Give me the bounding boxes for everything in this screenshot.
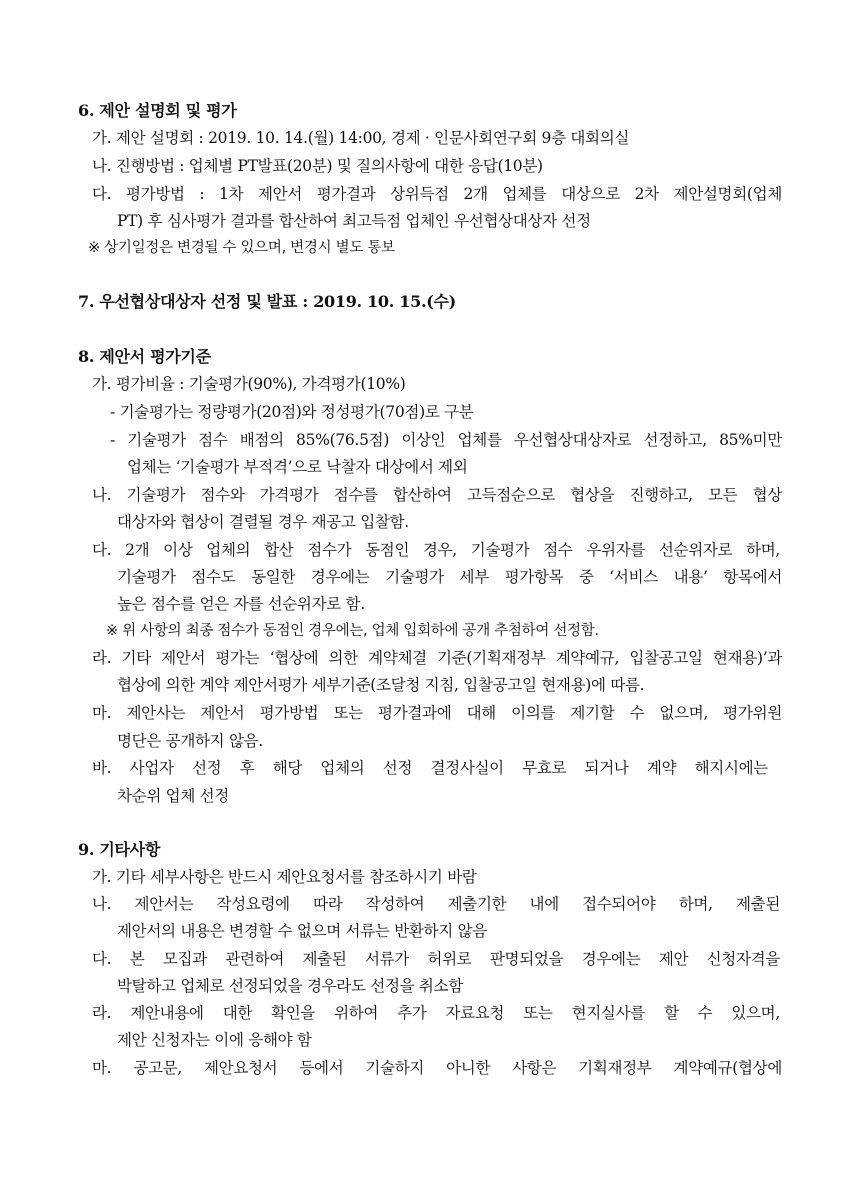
section-8-title: 8. 제안서 평가기준 bbox=[78, 347, 211, 366]
section-8-line: 바. 사업자 선정 후 해당 업체의 선정 결정사실이 무효로 되거나 계약 해지시에는 bbox=[92, 759, 768, 777]
section-8-line: 기술평가 점수도 동일한 경우에는 기술평가 세부 평가항목 중 ‘서비스 내용’ 항목에서 bbox=[117, 568, 782, 586]
section-9-line: 제안 신청자는 이에 응해야 함 bbox=[117, 1031, 312, 1049]
section-8-line: - 기술평가 점수 배점의 85%(76.5점) 이상인 업체를 우선협상대상자로 선정하고, 85%미만 bbox=[110, 431, 782, 449]
section-8-line: 차순위 업체 선정 bbox=[117, 787, 229, 805]
section-8-line: 라. 기타 제안서 평가는 ‘협상에 의한 계약체결 기준(기획재정부 계약예규, 입찰공고일 현재용)’과 bbox=[92, 649, 782, 667]
section-8-line: 다. 2개 이상 업체의 합산 점수가 동점인 경우, 기술평가 점수 우위자를 선순위자로 하며, bbox=[92, 541, 780, 559]
section-6-item-na: 나. 진행방법 : 업체별 PT발표(20분) 및 질의사항에 대한 응답(10분) bbox=[92, 157, 543, 175]
section-8-line: 가. 평가비율 : 기술평가(90%), 가격평가(10%) bbox=[92, 375, 406, 393]
section-9-line: 라. 제안내용에 대한 확인을 위하여 추가 자료요청 또는 현지실사를 할 수 있으며, bbox=[92, 1004, 780, 1022]
section-9-line: 다. 본 모집과 관련하여 제출된 서류가 허위로 판명되었을 경우에는 제안 신청자격을 bbox=[92, 950, 780, 968]
section-8-note: ※ 위 사항의 최종 점수가 동점인 경우에는, 업체 입회하에 공개 추첨하여 선정함. bbox=[106, 623, 599, 639]
section-8-line: 업체는 ‘기술평가 부적격’으로 낙찰자 대상에서 제외 bbox=[127, 458, 468, 476]
section-7-title: 7. 우선협상대상자 선정 및 발표 : 2019. 10. 15.(수) bbox=[78, 292, 456, 311]
section-8-line: 나. 기술평가 점수와 가격평가 점수를 합산하여 고득점순으로 협상을 진행하고, 모든 협상 bbox=[92, 486, 782, 504]
section-8-line: - 기술평가는 정량평가(20점)와 정성평가(70점)로 구분 bbox=[110, 403, 474, 421]
section-8-line: 대상자와 협상이 결렬될 경우 재공고 입찰함. bbox=[117, 513, 409, 531]
section-8-line: 협상에 의한 계약 제안서평가 세부기준(조달청 지침, 입찰공고일 현재용)에 따름. bbox=[117, 676, 645, 694]
section-6-title: 6. 제안 설명회 및 평가 bbox=[78, 101, 237, 120]
section-6-item-da: 다. 평가방법 : 1차 제안서 평가결과 상위득점 2개 업체를 대상으로 2차 제안설명회(업체 bbox=[92, 185, 782, 203]
section-8-line: 높은 점수를 얻은 자를 선순위자로 함. bbox=[117, 595, 365, 613]
section-6-item-ga: 가. 제안 설명회 : 2019. 10. 14.(월) 14:00, 경제 · 인문사회연구회 9층 대회의실 bbox=[92, 129, 630, 147]
section-8-line: 마. 제안사는 제안서 평가방법 또는 평가결과에 대해 이의를 제기할 수 없으며, 평가위원 bbox=[92, 704, 782, 722]
section-9-line: 가. 기타 세부사항은 반드시 제안요청서를 참조하시기 바람 bbox=[92, 868, 477, 886]
section-9-line: 제안서의 내용은 변경할 수 없으며 서류는 반환하지 않음 bbox=[117, 922, 487, 940]
section-6-note: ※ 상기일정은 변경될 수 있으며, 변경시 별도 통보 bbox=[88, 240, 395, 256]
section-8-line: 명단은 공개하지 않음. bbox=[117, 732, 263, 750]
section-9-line: 마. 공고문, 제안요청서 등에서 기술하지 아니한 사항은 기획재정부 계약예규(협상에 bbox=[92, 1059, 782, 1077]
section-9-line: 박탈하고 업체로 선정되었을 경우라도 선정을 취소함 bbox=[117, 977, 463, 995]
section-9-title: 9. 기타사항 bbox=[78, 840, 160, 859]
section-9-line: 나. 제안서는 작성요령에 따라 작성하여 제출기한 내에 접수되어야 하며, 제출된 bbox=[92, 895, 780, 913]
section-6-item-da-cont: PT) 후 심사평가 결과를 합산하여 최고득점 업체인 우선협상대상자 선정 bbox=[117, 212, 591, 230]
